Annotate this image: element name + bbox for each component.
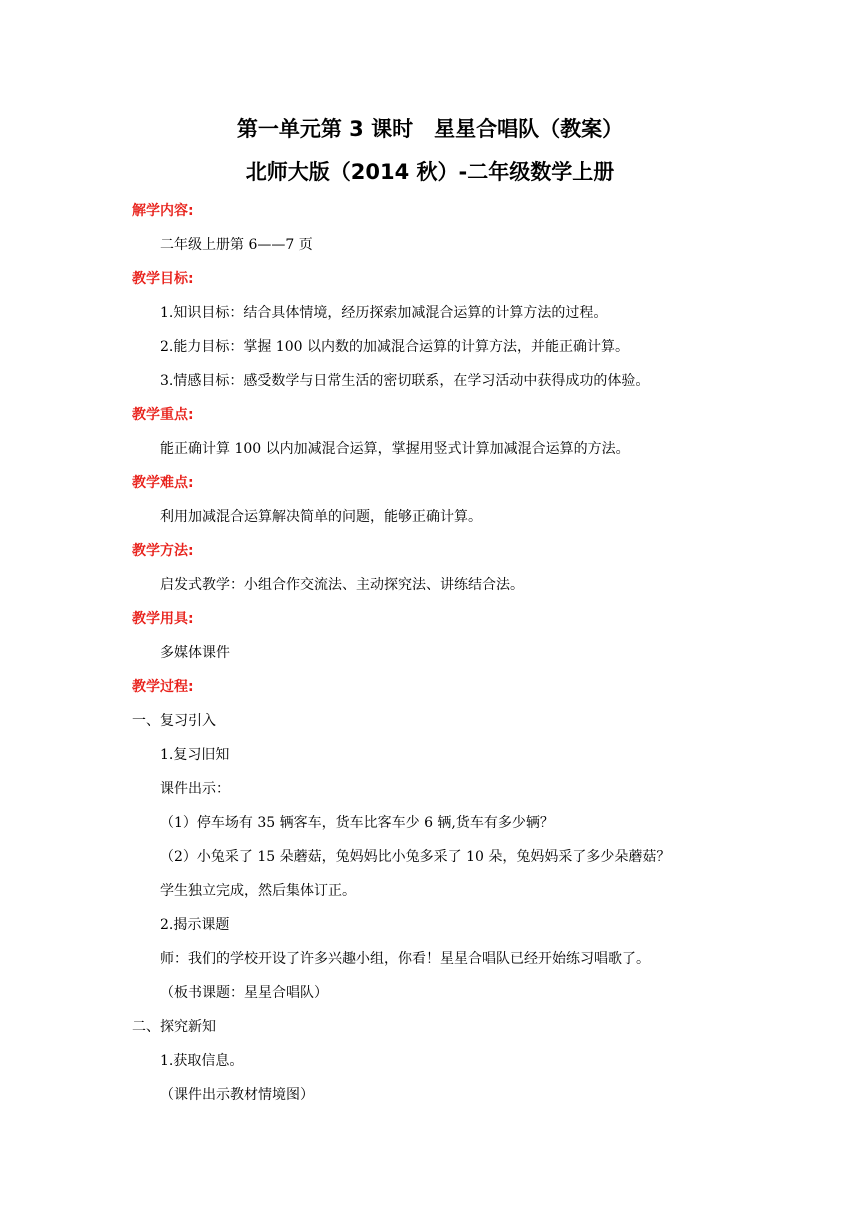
- process-text: 学生独立完成，然后集体订正。: [160, 883, 356, 899]
- document-title: 第一单元第 3 课时 星星合唱队（教案）: [236, 117, 624, 141]
- process-step: 1.获取信息。: [160, 1053, 244, 1069]
- section-heading-difficulties: 教学难点:: [132, 475, 194, 491]
- objective-ability: 2.能力目标：掌握 100 以内数的加减混合运算的计算方法，并能正确计算。: [160, 339, 629, 355]
- process-step: 2.揭示课题: [160, 917, 230, 933]
- section-text: 能正确计算 100 以内加减混合运算，掌握用竖式计算加减混合运算的方法。: [160, 441, 630, 457]
- section-heading-process: 教学过程:: [132, 679, 194, 695]
- process-part-heading: 二、探究新知: [132, 1019, 216, 1035]
- section-heading-methods: 教学方法:: [132, 543, 194, 559]
- objective-emotion: 3.情感目标：感受数学与日常生活的密切联系，在学习活动中获得成功的体验。: [160, 373, 650, 389]
- section-heading-objectives: 教学目标:: [132, 271, 194, 287]
- process-question: （1）停车场有 35 辆客车，货车比客车少 6 辆,货车有多少辆？: [160, 815, 554, 831]
- process-text: 课件出示：: [160, 781, 230, 797]
- process-part-heading: 一、复习引入: [132, 713, 216, 729]
- process-text: （课件出示教材情境图）: [160, 1087, 314, 1103]
- process-text: （板书课题：星星合唱队）: [160, 985, 328, 1001]
- section-heading-key-points: 教学重点:: [132, 407, 194, 423]
- section-heading-tools: 教学用具:: [132, 611, 194, 627]
- process-step: 1.复习旧知: [160, 747, 230, 763]
- document-subtitle: 北师大版（2014 秋）-二年级数学上册: [245, 160, 615, 184]
- section-text: 多媒体课件: [160, 645, 230, 661]
- section-text: 利用加减混合运算解决简单的问题，能够正确计算。: [160, 509, 482, 525]
- objective-knowledge: 1.知识目标：结合具体情境，经历探索加减混合运算的计算方法的过程。: [160, 305, 608, 321]
- process-text: 师：我们的学校开设了许多兴趣小组，你看！星星合唱队已经开始练习唱歌了。: [160, 951, 650, 967]
- section-text: 启发式教学：小组合作交流法、主动探究法、讲练结合法。: [160, 577, 524, 593]
- section-heading-content: 解学内容:: [132, 203, 194, 219]
- process-question: （2）小兔采了 15 朵蘑菇，兔妈妈比小兔多采了 10 朵，兔妈妈采了多少朵蘑菇？: [160, 849, 671, 865]
- section-text: 二年级上册第 6——7 页: [160, 237, 313, 253]
